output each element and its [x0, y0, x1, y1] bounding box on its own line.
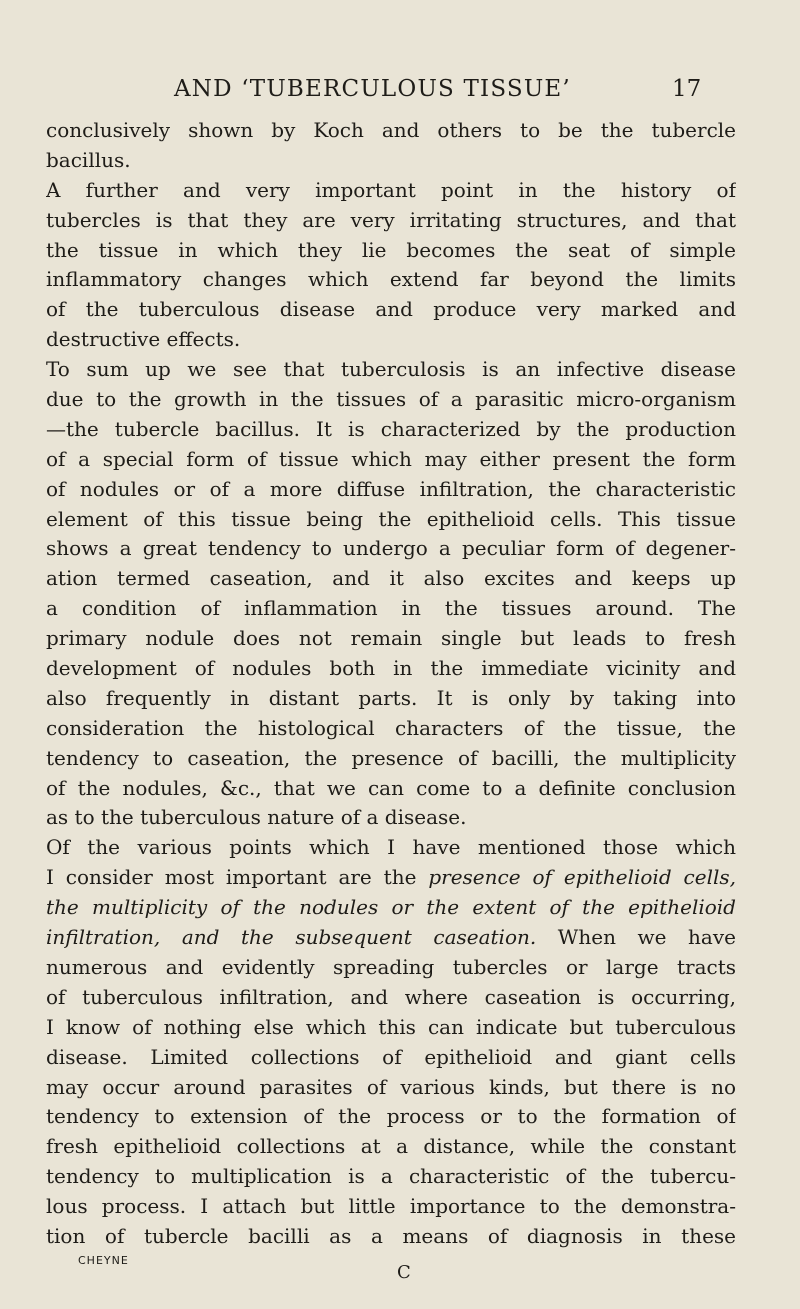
text-line: A further and very important point in the history of — [46, 177, 736, 202]
text-line — [46, 923, 736, 953]
text-line: also frequently in distant parts. It is only by taking into — [46, 685, 736, 710]
text-line: I know of nothing else which this can indicate but tuberculous — [46, 1014, 736, 1039]
text-line: of nodules or of a more diffuse infiltration, the characteristic — [46, 476, 736, 501]
italic-run: presence of epithelioid cells, — [428, 865, 736, 890]
text-line: of tuberculous infiltration, and where caseation is occurring, — [46, 984, 736, 1009]
text-line: may occur around parasites of various kinds, but there is no — [46, 1074, 736, 1099]
text-line: ation termed caseation, and it also excites and keeps up — [46, 566, 736, 591]
signature-mark: C — [397, 1262, 411, 1283]
text-line: of a special form of tissue which may either present the form — [46, 446, 736, 471]
text-line: the tissue in which they lie becomes the seat of simple — [46, 237, 736, 262]
text-line: fresh epithelioid collections at a distance, while the constant — [46, 1134, 736, 1159]
text-line: as to the tuberculous nature of a disease. — [46, 805, 467, 830]
page-number: 17 — [672, 76, 702, 102]
text-line: To sum up we see that tuberculosis is an infective disease — [46, 357, 736, 382]
text-line — [46, 893, 736, 923]
text-line: development of nodules both in the immediate vicinity and — [46, 656, 736, 681]
italic-run: infiltration, and the subsequent caseation. — [46, 925, 537, 950]
text-line: tion of tubercle bacilli as a means of diagnosis in these — [46, 1223, 736, 1248]
running-header — [0, 76, 800, 110]
text-line: due to the growth in the tissues of a parasitic micro-organism — [46, 387, 736, 412]
text-line: of the nodules, &c., that we can come to a definite conclusion — [46, 775, 736, 800]
text-line: tendency to multiplication is a characteristic of the tubercu- — [46, 1164, 736, 1189]
body-text — [46, 116, 736, 1252]
text-line: lous process. I attach but little importance to the demonstra- — [46, 1194, 736, 1219]
text-line: disease. Limited collections of epithelioid and giant cells — [46, 1044, 736, 1069]
text-line: tubercles is that they are very irritating structures, and that — [46, 207, 736, 232]
text-line — [46, 863, 736, 893]
text-line: shows a great tendency to undergo a peculiar form of degener- — [46, 536, 736, 561]
text-line: of the tuberculous disease and produce very marked and — [46, 297, 736, 322]
italic-run: the multiplicity of the nodules or the extent of the epithelioid — [46, 895, 736, 920]
text-line: a condition of inflammation in the tissues around. The — [46, 596, 736, 621]
text-line: destructive effects. — [46, 327, 241, 352]
text-line: tendency to extension of the process or to the formation of — [46, 1104, 736, 1129]
text-line: conclusively shown by Koch and others to be the tubercle — [46, 118, 736, 142]
text-line: Of the various points which I have mentioned those which — [46, 835, 736, 860]
text-line: —the tubercle bacillus. It is characterized by the production — [46, 416, 736, 441]
text-line: consideration the histological characters of the tissue, the — [46, 715, 736, 740]
text-line: numerous and evidently spreading tubercles or large tracts — [46, 954, 736, 979]
text-run: When we have — [536, 925, 736, 950]
text-line: primary nodule does not remain single but leads to fresh — [46, 626, 736, 651]
text-run: I consider most important are the — [46, 865, 429, 890]
text-line: element of this tissue being the epithelioid cells. This tissue — [46, 506, 736, 531]
running-title: AND ‘TUBERCULOUS TISSUE’ — [174, 76, 571, 102]
printer-signature: CHEYNE — [78, 1254, 129, 1267]
text-line: tendency to caseation, the presence of bacilli, the multiplicity — [46, 745, 736, 770]
text-line: inflammatory changes which extend far beyond the limits — [46, 267, 736, 292]
text-line: bacillus. — [46, 147, 131, 172]
page-footer — [0, 1254, 800, 1294]
